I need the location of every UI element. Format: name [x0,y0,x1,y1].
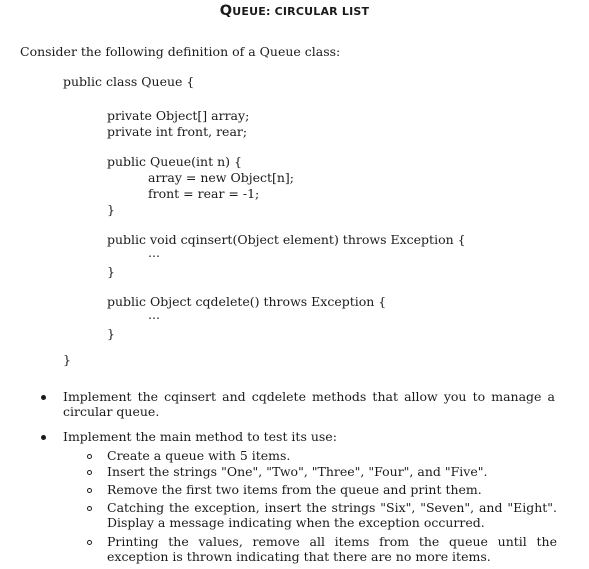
page-title: QUEUE: CIRCULAR LIST [219,3,370,19]
code-insert-body: ... [148,245,160,260]
bullet-item: Implement the cqinsert and cqdelete methods that allow you to manage a circular queue. [63,389,555,419]
code-ctor-line1: array = new Object[n]; [148,170,295,185]
sub-item: Catching the exception, insert the strings "Six", "Seven", and "Eight". Display a message indicating when the exception occurred. [107,500,557,530]
bullet-item: Implement the main method to test its use: [63,429,337,444]
code-delete-decl: public Object cqdelete() throws Exception { [107,294,387,309]
sub-bullet-ring [87,540,92,545]
code-insert-decl: public void cqinsert(Object element) throws Exception { [107,232,466,247]
sub-bullet-ring [87,454,92,459]
code-class-close: } [63,352,71,367]
bullet-dot [41,395,46,400]
code-ctor-decl: public Queue(int n) { [107,154,242,169]
code-ctor-close: } [107,202,115,217]
sub-item: Remove the first two items from the queue and print them. [107,482,482,497]
sub-item: Insert the strings "One", "Two", "Three", "Four", and "Five". [107,464,488,479]
sub-item: Printing the values, remove all items from the queue until the exception is thrown indicating that there are no more items. [107,534,557,564]
bullet-dot [41,435,46,440]
code-field-ints: private int front, rear; [107,124,248,139]
sub-bullet-ring [87,470,92,475]
sub-item: Create a queue with 5 items. [107,448,291,463]
code-field-array: private Object[] array; [107,108,250,123]
intro-text: Consider the following definition of a Queue class: [20,44,341,59]
sub-bullet-ring [87,488,92,493]
sub-bullet-ring [87,506,92,511]
code-class-decl: public class Queue { [63,74,195,89]
code-delete-body: ... [148,307,160,322]
code-delete-close: } [107,326,115,341]
code-insert-close: } [107,264,115,279]
code-ctor-line2: front = rear = -1; [148,186,260,201]
